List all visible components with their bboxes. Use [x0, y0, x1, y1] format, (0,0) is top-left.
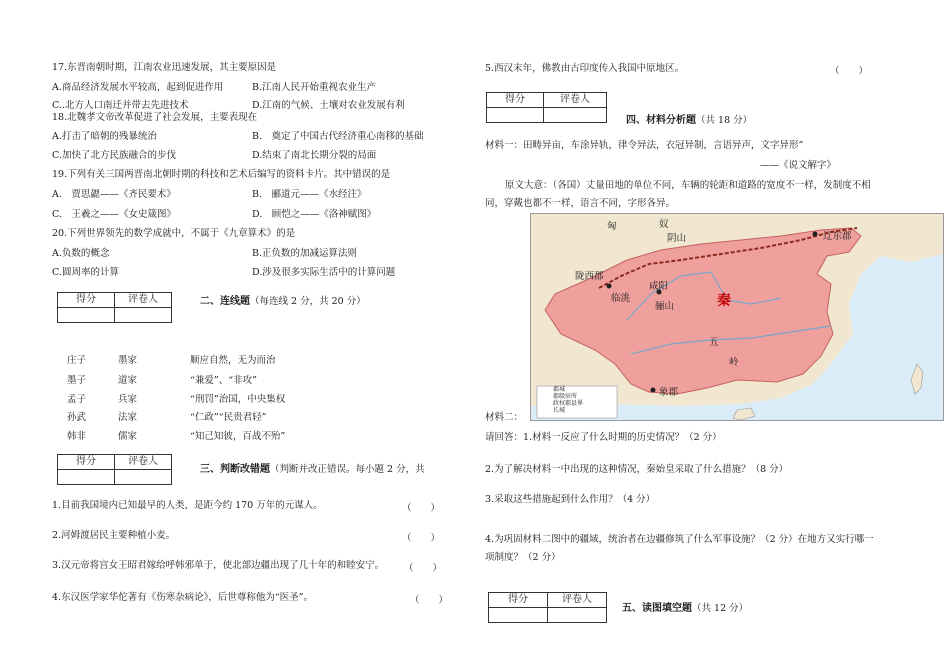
- q18-option-a: A.打击了暗朝的残暴统治: [52, 131, 157, 142]
- question-4-line-2: 项制度？（2 分）: [485, 552, 561, 563]
- grader-cell[interactable]: [544, 108, 607, 123]
- q20-option-d: D.涉及很多实际生活中的计算问题: [252, 267, 396, 278]
- q19-option-d: D. 顾恺之——《洛神赋图》: [252, 209, 377, 220]
- q20-option-a: A.负数的概念: [52, 248, 110, 259]
- map-label-xianyang: 咸阳: [649, 281, 669, 292]
- judge-1-answer-paren[interactable]: （ ）: [402, 503, 441, 514]
- q18-option-d: D.结束了南北长期分裂的局面: [252, 150, 377, 161]
- judge-3-answer-paren[interactable]: （ ）: [404, 563, 443, 574]
- matching-person-4[interactable]: 孙武: [67, 412, 87, 423]
- q20-stem: 20.下列世界领先的数学成就中，不属于《九章算术》的是: [52, 228, 296, 239]
- qin-territory-map: [530, 213, 944, 421]
- matching-idea-3[interactable]: “刑罚”治国，中央集权: [190, 394, 286, 405]
- score-cell[interactable]: [487, 108, 544, 123]
- q17-option-d: D.江南的气候、土壤对农业发展有利: [252, 100, 405, 111]
- matching-person-2[interactable]: 墨子: [67, 375, 87, 386]
- map-label-xiongnu-1: 匈: [607, 221, 617, 232]
- section4-title: 四、材料分析题（共 18 分）: [626, 115, 753, 126]
- score-header: 得分: [487, 93, 544, 108]
- matching-idea-2[interactable]: “兼爱”、“非攻”: [190, 375, 257, 386]
- score-header: 得分: [58, 293, 115, 308]
- score-box-section3: [57, 454, 172, 485]
- judge-5-answer-paren[interactable]: （ ）: [830, 66, 869, 77]
- grader-cell[interactable]: [115, 470, 172, 485]
- q17-stem: 17.东晋南朝时期，江南农业迅速发展，其主要原因是: [52, 62, 277, 73]
- score-box-section2: [57, 292, 172, 323]
- judge-1-text: 1.目前我国境内已知最早的人类，是距今约 170 万年的元谋人。: [52, 500, 323, 511]
- map-label-xiangjun: 象郡: [659, 387, 679, 398]
- score-box-section5: [488, 592, 607, 623]
- score-cell[interactable]: [58, 470, 115, 485]
- map-label-qin: 秦: [717, 293, 731, 309]
- judge-4-text: 4.东汉医学家华佗著有《伤寒杂病论》，后世尊称他为“医圣”。: [52, 592, 314, 603]
- q18-option-c: C.加快了北方民族融合的步伐: [52, 150, 176, 161]
- translation-line-1: 原文大意：（各国）丈量田地的单位不同，车辆的轮距和道路的宽度不一样，发制度不相: [505, 180, 871, 191]
- matching-school-5[interactable]: 儒家: [118, 431, 138, 442]
- section2-note: （每连线 2 分，共 20 分）: [250, 296, 366, 307]
- question-1: 请回答：1.材料一反应了什么时期的历史情况？（2 分）: [485, 432, 722, 443]
- matching-person-5[interactable]: 韩非: [67, 431, 87, 442]
- material1-text: 材料一：田畴异亩，车涂异轨，律令异法，衣冠异制，言语异声，文字异形”: [485, 140, 804, 151]
- judge-4-answer-paren[interactable]: （ ）: [410, 595, 449, 606]
- q17-option-a: A.商品经济发展水平较高，起到促进作用: [52, 82, 224, 93]
- legend-item-seat: 郡级驻所: [553, 393, 578, 400]
- material2-label: 材料二：: [485, 412, 524, 423]
- map-label-xiongnu-2: 奴: [659, 219, 669, 230]
- matching-school-4[interactable]: 法家: [118, 412, 138, 423]
- q18-stem: 18.北魏孝文帝改革促进了社会发展，主要表现在: [52, 112, 258, 123]
- legend-item-wall: 长城: [553, 407, 566, 414]
- material1-source: ——《说文解字》: [760, 160, 837, 171]
- question-2: 2.为了解决材料一中出现的这种情况，秦始皇采取了什么措施？（8 分）: [485, 464, 789, 475]
- q19-option-a: A. 贾思勰——《齐民要术》: [52, 189, 176, 200]
- q19-stem: 19.下列有关三国两晋南北朝时期的科技和艺术后编写的资料卡片。其中错误的是: [52, 169, 391, 180]
- map-label-liaodong: 辽东郡: [823, 231, 852, 242]
- longxi-city-dot: [607, 284, 612, 289]
- matching-person-3[interactable]: 孟子: [67, 394, 87, 405]
- map-label-wuling-1: 五: [709, 337, 719, 348]
- judge-3-text: 3.汉元帝将宫女王昭君嫁给呼韩邪单于，使北部边疆出现了几十年的和睦安宁。: [52, 560, 385, 571]
- grader-header: 评卷人: [544, 93, 607, 108]
- matching-person-1[interactable]: 庄子: [67, 355, 87, 366]
- section5-title: 五、读图填空题（共 12 分）: [622, 603, 749, 614]
- score-cell[interactable]: [489, 608, 548, 623]
- score-box-section4: [486, 92, 607, 123]
- map-label-longxi: 陇西郡: [575, 271, 604, 282]
- section5-note: （共 12 分）: [692, 603, 749, 614]
- score-cell[interactable]: [58, 308, 115, 323]
- section3-note: （判断并改正错误。每小题 2 分，共: [270, 464, 425, 475]
- matching-school-2[interactable]: 道家: [118, 375, 138, 386]
- legend-item-border: 政权郡县界: [553, 400, 584, 407]
- map-label-yinshan: 阴山: [667, 233, 687, 244]
- q17-option-c: C..北方人口南迁并带去先进技术: [52, 100, 189, 111]
- matching-school-3[interactable]: 兵家: [118, 394, 138, 405]
- judge-2-text: 2.河姆渡居民主要种植小麦。: [52, 530, 176, 541]
- score-header: 得分: [489, 593, 548, 608]
- map-label-lishan: 骊山: [655, 301, 675, 312]
- matching-idea-1[interactable]: 顺应自然，无为而治: [190, 355, 276, 366]
- map-graphic: [531, 214, 943, 420]
- matching-idea-5[interactable]: “知己知彼，百战不殆”: [190, 431, 286, 442]
- q17-option-b: B.江南人民开始重视农业生产: [252, 82, 377, 93]
- xiangjun-city-dot: [651, 388, 656, 393]
- liaodong-city-dot: [813, 232, 818, 237]
- score-header: 得分: [58, 455, 115, 470]
- judge-2-answer-paren[interactable]: （ ）: [402, 533, 441, 544]
- matching-idea-4[interactable]: “仁政”“民贵君轻”: [190, 412, 267, 423]
- legend-item-city: 郡城: [553, 386, 566, 393]
- map-label-wuling-2: 岭: [729, 357, 739, 368]
- section3-title: 三、判断改错题（判断并改正错误。每小题 2 分，共: [200, 464, 425, 475]
- q18-option-b: B. 奠定了中国古代经济重心南移的基础: [252, 131, 424, 142]
- translation-line-2: 同，穿戴也都不一样，语言不同，字形各异。: [485, 198, 676, 209]
- map-label-lintao: 临洮: [611, 293, 631, 304]
- judge-5-text: 5.西汉末年，佛教由古印度传入我国中原地区。: [485, 63, 685, 74]
- grader-cell[interactable]: [115, 308, 172, 323]
- question-3: 3.采取这些措施起到什么作用？（4 分）: [485, 494, 656, 505]
- grader-header: 评卷人: [115, 293, 172, 308]
- q19-option-b: B. 郦道元——《水经注》: [252, 189, 367, 200]
- section2-title: 二、连线题（每连线 2 分，共 20 分）: [200, 296, 366, 307]
- matching-school-1[interactable]: 墨家: [118, 355, 138, 366]
- q20-option-c: C.圆周率的计算: [52, 267, 119, 278]
- section4-note: （共 18 分）: [696, 115, 753, 126]
- grader-header: 评卷人: [548, 593, 607, 608]
- question-4-line-1: 4.为巩固材料二图中的疆域，统治者在边疆修筑了什么军事设施？（2 分）在地方又实行哪一: [485, 534, 874, 545]
- grader-cell[interactable]: [548, 608, 607, 623]
- q20-option-b: B.正负数的加减运算法则: [252, 248, 358, 259]
- grader-header: 评卷人: [115, 455, 172, 470]
- hainan-island: [733, 408, 755, 420]
- taiwan-island: [911, 364, 923, 394]
- q19-option-c: C. 王羲之——《女史箴图》: [52, 209, 176, 220]
